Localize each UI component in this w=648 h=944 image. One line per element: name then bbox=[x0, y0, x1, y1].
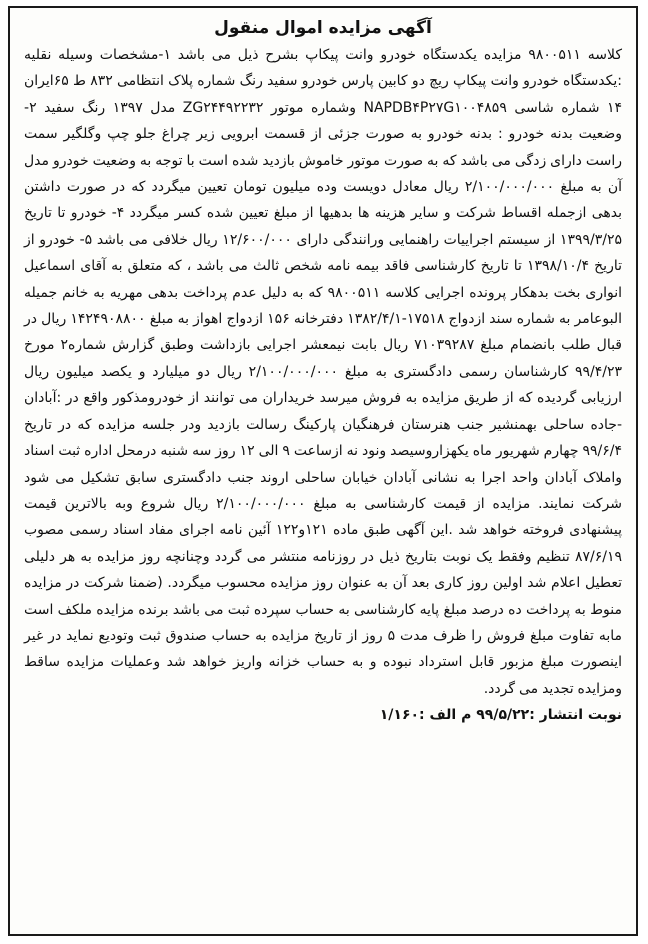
notice-title: آگهی مزایده اموال منقول bbox=[214, 18, 432, 38]
notice-body: کلاسه ۹۸۰۰۵۱۱ مزایده یکدستگاه خودرو وانت پیکاپ بشرح ذیل می باشد ۱-مشخصات وسیله نقلیه :یکدستگاه خودرو وانت پیکاپ ریچ دو کابین پارس خودرو سفید رنگ شماره پلاک انتظامی ۸۳۲ ط ۶۵ایران ۱۴ شماره شاسی NAPDB۴P۲۷G۱۰۰۴۸۵۹ وشماره موتور ZG۲۴۴۹۲۲۳۲ مدل ۱۳۹۷ رنگ سفید ۲-وضعیت بدنه خودرو : بدنه خودرو به صورت جزئی از قسمت ابرویی زیر چراغ جلو چپ وگلگیر سمت راست دارای زدگی می باشد که به صورت موتور خاموش بازدید شده است با توجه به وضعیت خودرو مدل آن به مبلغ ۲/۱۰۰/۰۰۰/۰۰۰ ریال معادل دویست وده میلیون تومان تعیین میگردد که در صورت داشتن بدهی ازجمله اقساط شرکت و سایر هزینه ها بدهیها از مبلغ تعیین شده کسر میگردد ۴- خودرو تا تاریخ ۱۳۹۹/۳/۲۵ از سیستم اجراییات راهنمایی ورانندگی دارای ۱۲/۶۰۰/۰۰۰ ریال خلافی می باشد ۵- خودرو از تاریخ ۱۳۹۸/۱۰/۴ تا تاریخ کارشناسی فاقد بیمه نامه شخص ثالث می باشد ، که متعلق به آقای اسماعیل انواری بخت بدهکار پرونده اجرایی کلاسه ۹۸۰۰۵۱۱ که به دلیل عدم پرداخت بدهی مهریه به خانم جمیله البوعامر به شماره سند ازدواج ۱۷۵۱۸-۱۳۸۲/۴/۱ دفترخانه ۱۵۶ ازدواج اهواز به مبلغ ۱۴۲۴۹۰۸۸۰۰ ریال در قبال طلب بانضمام مبلغ ۷۱۰۳۹۲۸۷ ریال بابت نیمعشر اجرایی بازداشت وطبق گزارش شماره۲ مورخ ۹۹/۴/۲۳ کارشناسان رسمی دادگستری به مبلغ ۲/۱۰۰/۰۰۰/۰۰۰ ریال دو میلیارد و یکصد میلیون ریال ارزیابی گردیده که از طریق مزایده به فروش میرسد خریداران می توانند از خودرومذکور واقع در :آبادان -جاده ساحلی بهمنشیر جنب هنرستان فرهنگیان پارکینگ رسالت بازدید ودر جلسه مزایده که در تاریخ ۹۹/۶/۴ چهارم شهریور ماه یکهزاروسیصد ونود نه ازساعت ۹ الی ۱۲ روز سه شنبه درمحل اداره ثبت اسناد واملاک آبادان واحد اجرا به نشانی آبادان خیابان ساحلی اروند جنب دادگستری سابق تشکیل می شود شرکت نمایند. مزایده از قیمت کارشناسی به مبلغ ۲/۱۰۰/۰۰۰/۰۰۰ ریال شروع وبه بالاترین قیمت پیشنهادی فروخته خواهد شد .این آگهی طبق ماده ۱۲۱و۱۲۲ آئین نامه اجرای مفاد اسناد رسمی مصوب ۸۷/۶/۱۹ تنظیم وفقط یک نوبت بتاریخ ذیل در روزنامه منتشر می گردد وچنانچه روز مزایده به هر دلیلی تعطیل اعلام شد اولین روز کاری بعد آن به عنوان روز مزایده محسوب میگردد. (ضمنا شرکت در مزایده منوط به پرداخت ده درصد مبلغ پایه کارشناسی به حساب سپرده ثبت می باشد برنده مزایده ملکف است مابه تفاوت مبلغ فروش را ظرف مدت ۵ روز از تاریخ مزایده به حساب صندوق ثبت وتودیع نماید در غیر اینصورت مبلغ مزبور قابل استرداد نبوده و به حساب خزانه واریز خواهد شد وعملیات مزایده ساقط ومزایده تجدید می گردد. bbox=[24, 47, 622, 697]
auction-notice bbox=[8, 6, 638, 936]
publication-line: نوبت انتشار :۹۹/۵/۲۲ م الف :۱/۱۶۰ bbox=[379, 707, 622, 724]
